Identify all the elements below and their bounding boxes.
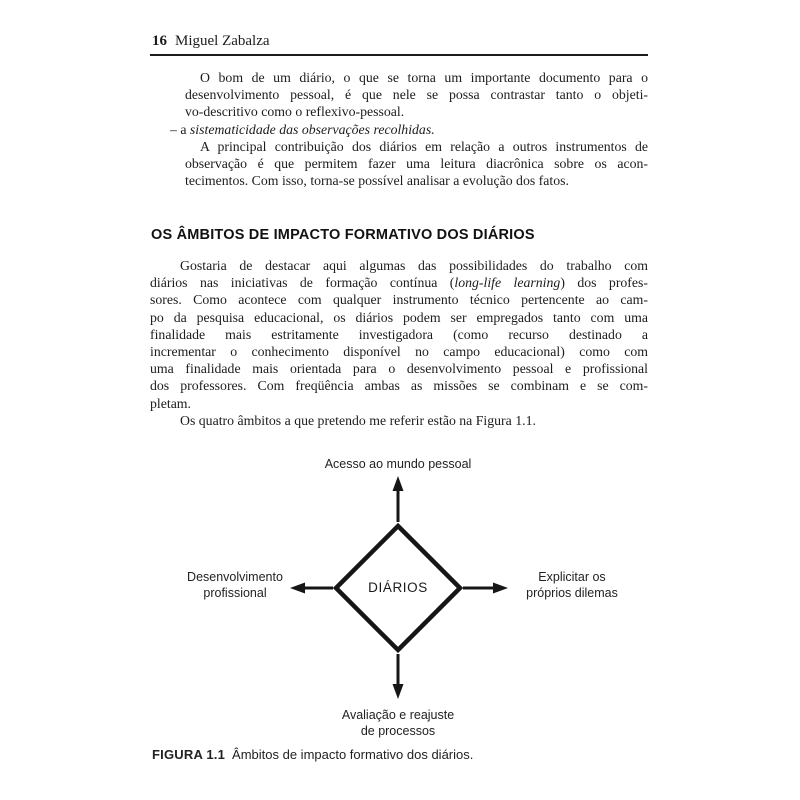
text-line: pletam.: [150, 395, 191, 411]
section-heading: OS ÂMBITOS DE IMPACTO FORMATIVO DOS DIÁRIOS: [151, 227, 535, 243]
text-line: [150, 274, 648, 291]
figure-caption-text: Âmbitos de impacto formativo dos diários.: [232, 747, 474, 762]
text-segment: ) dos profes-: [560, 275, 648, 291]
figure-label-left-line1: Desenvolvimento: [187, 570, 283, 584]
text-line: incrementar o conhecimento disponível no campo educacional) como com: [150, 343, 648, 359]
figure-diagram: [150, 452, 650, 744]
text-line: sores. Como acontece com qualquer instrumento técnico pertencente ao cam-: [150, 292, 648, 308]
text-line: finalidade mais estritamente investigadora (como recurso destinado a: [150, 326, 648, 342]
figure-label-left: [160, 570, 310, 601]
text-segment: diários nas iniciativas de formação contínua (: [150, 275, 455, 291]
arrow-down-icon: [393, 654, 404, 699]
text-line: Gostaria de destacar aqui algumas das possibilidades do trabalho com: [180, 258, 648, 273]
figure-label-left-line2: profissional: [203, 585, 267, 600]
text-line: observação é que permitem fazer uma leitura diacrônica sobre os acon-: [185, 155, 648, 171]
text-line: po da pesquisa educacional, os diários podem ser empregados tanto com uma: [150, 309, 648, 325]
text-line: A principal contribuição dos diários em relação a outros instrumentos de: [200, 138, 648, 154]
text-line: desenvolvimento pessoal, é que nele se possa contrastar tanto o objeti-: [185, 87, 648, 103]
section-text-block: [150, 257, 648, 429]
figure-label-bottom-line1: Avaliação e reajuste: [341, 708, 455, 722]
list-item-italic-text: sistematicidade das observações recolhidas.: [189, 121, 435, 137]
figure-label-right-line2: próprios dilemas: [526, 585, 618, 600]
text-line: O bom de um diário, o que se torna um importante documento para o: [200, 70, 648, 85]
text-line: Os quatro âmbitos a que pretendo me referir estão na Figura 1.1.: [180, 412, 536, 428]
figure-label-right: [497, 570, 647, 601]
running-head-author: Miguel Zabalza: [175, 33, 270, 49]
text-line: dos professores. Com freqüência ambas as missões se combinam e se com-: [150, 378, 648, 394]
figure-caption-label: FIGURA 1.1: [152, 747, 226, 762]
italic-text-segment: long-life learning: [454, 275, 561, 291]
figure-label-right-line1: Explicitar os: [538, 570, 606, 584]
figure-caption: [152, 747, 650, 762]
figure-center-label: DIÁRIOS: [368, 580, 428, 595]
text-line: tecimentos. Com isso, torna-se possível analisar a evolução dos fatos.: [185, 173, 569, 189]
header-rule: [150, 54, 648, 56]
list-item-line: [170, 121, 648, 138]
figure-label-bottom: [298, 708, 498, 739]
running-head: [152, 33, 650, 50]
figure-label-bottom-line2: de processos: [360, 723, 436, 738]
text-line: uma finalidade mais orientada para o desenvolvimento pessoal e profissional: [150, 361, 648, 377]
arrow-up-icon: [393, 476, 404, 522]
figure-label-top: Acesso ao mundo pessoal: [324, 457, 472, 471]
intro-text-block: [170, 69, 648, 189]
page-number: 16: [152, 33, 167, 49]
list-item-marker: – a: [170, 121, 190, 137]
text-line: vo-descritivo como o reflexivo-pessoal.: [185, 104, 405, 120]
